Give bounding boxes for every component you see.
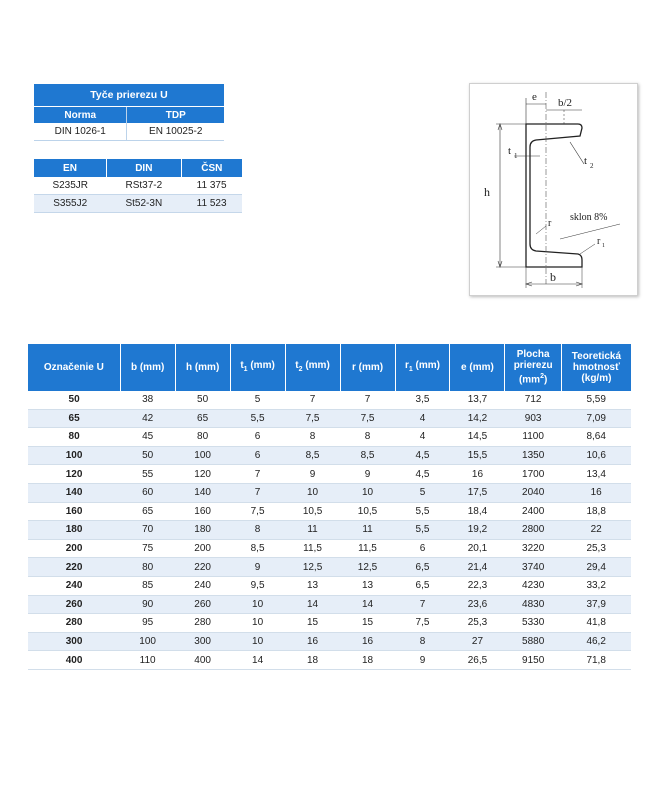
e-cell: 22,3 (450, 576, 505, 595)
t1-cell: 5 (230, 391, 285, 409)
r1-cell: 5 (395, 483, 450, 502)
h-cell: 240 (175, 576, 230, 595)
t2-cell: 7,5 (285, 409, 340, 428)
table-row (28, 483, 631, 502)
b-cell: 100 (120, 632, 175, 651)
designation-cell: 100 (28, 446, 120, 465)
norm-table-title: Tyče prierezu U (34, 84, 224, 107)
e-cell: 15,5 (450, 446, 505, 465)
area-cell: 2040 (505, 483, 561, 502)
e-label: e (532, 91, 537, 103)
norm-table (34, 84, 224, 141)
designation-cell: 50 (28, 391, 120, 409)
b-cell: 70 (120, 521, 175, 540)
weight-header: Teoretická hmotnosť (kg/m) (561, 344, 631, 391)
t2-cell: 15 (285, 614, 340, 633)
h-cell: 180 (175, 521, 230, 540)
slope-leader (560, 224, 620, 239)
r-cell: 9 (340, 465, 395, 484)
t1-cell: 7 (230, 483, 285, 502)
weight-cell: 8,64 (561, 428, 631, 447)
h-cell: 65 (175, 409, 230, 428)
weight-cell: 7,09 (561, 409, 631, 428)
t2-cell: 10,5 (285, 502, 340, 521)
r-cell: 8,5 (340, 446, 395, 465)
t2-cell: 11,5 (285, 539, 340, 558)
b-cell: 80 (120, 558, 175, 577)
t1-cell: 9 (230, 558, 285, 577)
r-cell: 15 (340, 614, 395, 633)
h-cell: 160 (175, 502, 230, 521)
material-en: S355J2 (34, 195, 106, 213)
r-cell: 10 (340, 483, 395, 502)
r1-cell: 8 (395, 632, 450, 651)
area-cell: 3740 (505, 558, 561, 577)
t1-cell: 10 (230, 632, 285, 651)
t2-cell: 10 (285, 483, 340, 502)
area-cell: 712 (505, 391, 561, 409)
table-row (28, 409, 631, 428)
t2-cell: 8 (285, 428, 340, 447)
weight-cell: 10,6 (561, 446, 631, 465)
r-cell: 8 (340, 428, 395, 447)
din-header: DIN (106, 159, 181, 177)
weight-cell: 13,4 (561, 465, 631, 484)
e-cell: 26,5 (450, 651, 505, 670)
t1-cell: 8 (230, 521, 285, 540)
r1-header: $r_1$ (mm) (395, 344, 450, 391)
u-profile-outline (526, 124, 582, 267)
area-header: Plocha prierezu $(mm^2)$ (505, 344, 561, 391)
b-header: b (mm) (120, 344, 175, 391)
u-profile-table (28, 344, 631, 670)
t2-cell: 9 (285, 465, 340, 484)
r-cell: 10,5 (340, 502, 395, 521)
designation-cell: 240 (28, 576, 120, 595)
table-row (28, 576, 631, 595)
r1-label: r (597, 236, 601, 247)
weight-cell: 5,59 (561, 391, 631, 409)
u-profile-diagram (469, 83, 638, 296)
e-cell: 18,4 (450, 502, 505, 521)
weight-cell: 29,4 (561, 558, 631, 577)
t1-cell: 5,5 (230, 409, 285, 428)
weight-cell: 41,8 (561, 614, 631, 633)
t1-cell: 14 (230, 651, 285, 670)
t2-cell: 13 (285, 576, 340, 595)
weight-cell: 33,2 (561, 576, 631, 595)
area-cell: 903 (505, 409, 561, 428)
t1-cell: 7,5 (230, 502, 285, 521)
material-row (34, 177, 242, 195)
designation-cell: 200 (28, 539, 120, 558)
r1-cell: 6,5 (395, 558, 450, 577)
area-cell: 1700 (505, 465, 561, 484)
material-row (34, 195, 242, 213)
h-cell: 300 (175, 632, 230, 651)
t2-cell: 14 (285, 595, 340, 614)
u-profile-table-body (28, 391, 631, 669)
r1-cell: 4 (395, 409, 450, 428)
t1-cell: 7 (230, 465, 285, 484)
table-row (28, 428, 631, 447)
weight-cell: 22 (561, 521, 631, 540)
r-cell: 16 (340, 632, 395, 651)
table-row (28, 558, 631, 577)
e-cell: 14,2 (450, 409, 505, 428)
designation-cell: 120 (28, 465, 120, 484)
h-cell: 50 (175, 391, 230, 409)
h-cell: 120 (175, 465, 230, 484)
r1-cell: 7,5 (395, 614, 450, 633)
b-cell: 95 (120, 614, 175, 633)
r1-cell: 4,5 (395, 465, 450, 484)
t2-cell: 18 (285, 651, 340, 670)
weight-cell: 25,3 (561, 539, 631, 558)
e-cell: 17,5 (450, 483, 505, 502)
b-half-label: b/2 (558, 97, 573, 109)
weight-cell: 46,2 (561, 632, 631, 651)
table-row (28, 391, 631, 409)
t2-header: $t_2$ (mm) (285, 344, 340, 391)
designation-cell: 80 (28, 428, 120, 447)
slope-label: sklon 8% (570, 212, 608, 223)
e-cell: 25,3 (450, 614, 505, 633)
area-cell: 4230 (505, 576, 561, 595)
table-row (28, 465, 631, 484)
e-cell: 13,7 (450, 391, 505, 409)
r-cell: 13 (340, 576, 395, 595)
r1-cell: 5,5 (395, 521, 450, 540)
table-row (28, 595, 631, 614)
material-din: St52-3N (106, 195, 181, 213)
r-cell: 18 (340, 651, 395, 670)
designation-cell: 260 (28, 595, 120, 614)
table-row (28, 446, 631, 465)
e-cell: 14,5 (450, 428, 505, 447)
e-cell: 21,4 (450, 558, 505, 577)
t2-cell: 8,5 (285, 446, 340, 465)
t2-cell: 7 (285, 391, 340, 409)
designation-header: Označenie U (28, 344, 120, 391)
r1-cell: 6 (395, 539, 450, 558)
e-cell: 16 (450, 465, 505, 484)
b-cell: 38 (120, 391, 175, 409)
r1-cell: 6,5 (395, 576, 450, 595)
tdp-value: EN 10025-2 (127, 123, 224, 141)
designation-cell: 220 (28, 558, 120, 577)
designation-cell: 65 (28, 409, 120, 428)
designation-cell: 180 (28, 521, 120, 540)
weight-cell: 71,8 (561, 651, 631, 670)
area-cell: 2400 (505, 502, 561, 521)
table-row (28, 632, 631, 651)
norm-header: Norma (34, 107, 127, 124)
designation-cell: 160 (28, 502, 120, 521)
r1-cell: 9 (395, 651, 450, 670)
t1-cell: 10 (230, 595, 285, 614)
r1-subscript: 1 (602, 243, 605, 249)
table-row (28, 614, 631, 633)
area-cell: 3220 (505, 539, 561, 558)
t1-cell: 8,5 (230, 539, 285, 558)
r1-cell: 3,5 (395, 391, 450, 409)
material-din: RSt37-2 (106, 177, 181, 195)
t2-cell: 12,5 (285, 558, 340, 577)
designation-cell: 140 (28, 483, 120, 502)
t1-cell: 6 (230, 446, 285, 465)
b-cell: 55 (120, 465, 175, 484)
weight-cell: 37,9 (561, 595, 631, 614)
e-cell: 19,2 (450, 521, 505, 540)
table-row (28, 502, 631, 521)
weight-cell: 16 (561, 483, 631, 502)
b-label: b (550, 270, 556, 284)
material-csn: 11 523 (181, 195, 242, 213)
area-cell: 5330 (505, 614, 561, 633)
e-cell: 27 (450, 632, 505, 651)
t1-header: $t_1$ (mm) (230, 344, 285, 391)
r1-cell: 4 (395, 428, 450, 447)
b-cell: 110 (120, 651, 175, 670)
t2-label: t (584, 155, 588, 167)
b-cell: 65 (120, 502, 175, 521)
r-label: r (548, 218, 552, 229)
b-cell: 75 (120, 539, 175, 558)
designation-cell: 300 (28, 632, 120, 651)
e-cell: 23,6 (450, 595, 505, 614)
t2-cell: 16 (285, 632, 340, 651)
h-cell: 280 (175, 614, 230, 633)
b-cell: 45 (120, 428, 175, 447)
h-cell: 400 (175, 651, 230, 670)
weight-cell: 18,8 (561, 502, 631, 521)
b-cell: 85 (120, 576, 175, 595)
b-cell: 60 (120, 483, 175, 502)
h-cell: 260 (175, 595, 230, 614)
b-cell: 42 (120, 409, 175, 428)
r1-cell: 4,5 (395, 446, 450, 465)
norm-value: DIN 1026-1 (34, 123, 127, 141)
area-cell: 5880 (505, 632, 561, 651)
r-cell: 11 (340, 521, 395, 540)
t2-dimension (570, 142, 584, 164)
material-table (34, 159, 242, 213)
t1-cell: 6 (230, 428, 285, 447)
t2-cell: 11 (285, 521, 340, 540)
r-cell: 7 (340, 391, 395, 409)
h-cell: 140 (175, 483, 230, 502)
designation-cell: 280 (28, 614, 120, 633)
h-cell: 200 (175, 539, 230, 558)
designation-cell: 400 (28, 651, 120, 670)
t1-cell: 9,5 (230, 576, 285, 595)
t1-cell: 10 (230, 614, 285, 633)
area-cell: 9150 (505, 651, 561, 670)
area-cell: 2800 (505, 521, 561, 540)
h-cell: 220 (175, 558, 230, 577)
t1-subscript: 1 (514, 152, 518, 160)
h-cell: 100 (175, 446, 230, 465)
material-en: S235JR (34, 177, 106, 195)
e-cell: 20,1 (450, 539, 505, 558)
en-header: EN (34, 159, 106, 177)
r-cell: 14 (340, 595, 395, 614)
material-csn: 11 375 (181, 177, 242, 195)
t2-subscript: 2 (590, 162, 594, 170)
csn-header: ČSN (181, 159, 242, 177)
h-cell: 80 (175, 428, 230, 447)
area-cell: 1100 (505, 428, 561, 447)
h-label: h (484, 185, 490, 199)
t1-label: t (508, 145, 512, 157)
r1-cell: 5,5 (395, 502, 450, 521)
r-header: r (mm) (340, 344, 395, 391)
table-row (28, 521, 631, 540)
tdp-header: TDP (127, 107, 224, 124)
b-cell: 90 (120, 595, 175, 614)
r-cell: 7,5 (340, 409, 395, 428)
r-cell: 11,5 (340, 539, 395, 558)
r-cell: 12,5 (340, 558, 395, 577)
r1-cell: 7 (395, 595, 450, 614)
h-header: h (mm) (175, 344, 230, 391)
b-cell: 50 (120, 446, 175, 465)
table-row (28, 651, 631, 670)
area-cell: 4830 (505, 595, 561, 614)
e-header: e (mm) (450, 344, 505, 391)
area-cell: 1350 (505, 446, 561, 465)
table-row (28, 539, 631, 558)
